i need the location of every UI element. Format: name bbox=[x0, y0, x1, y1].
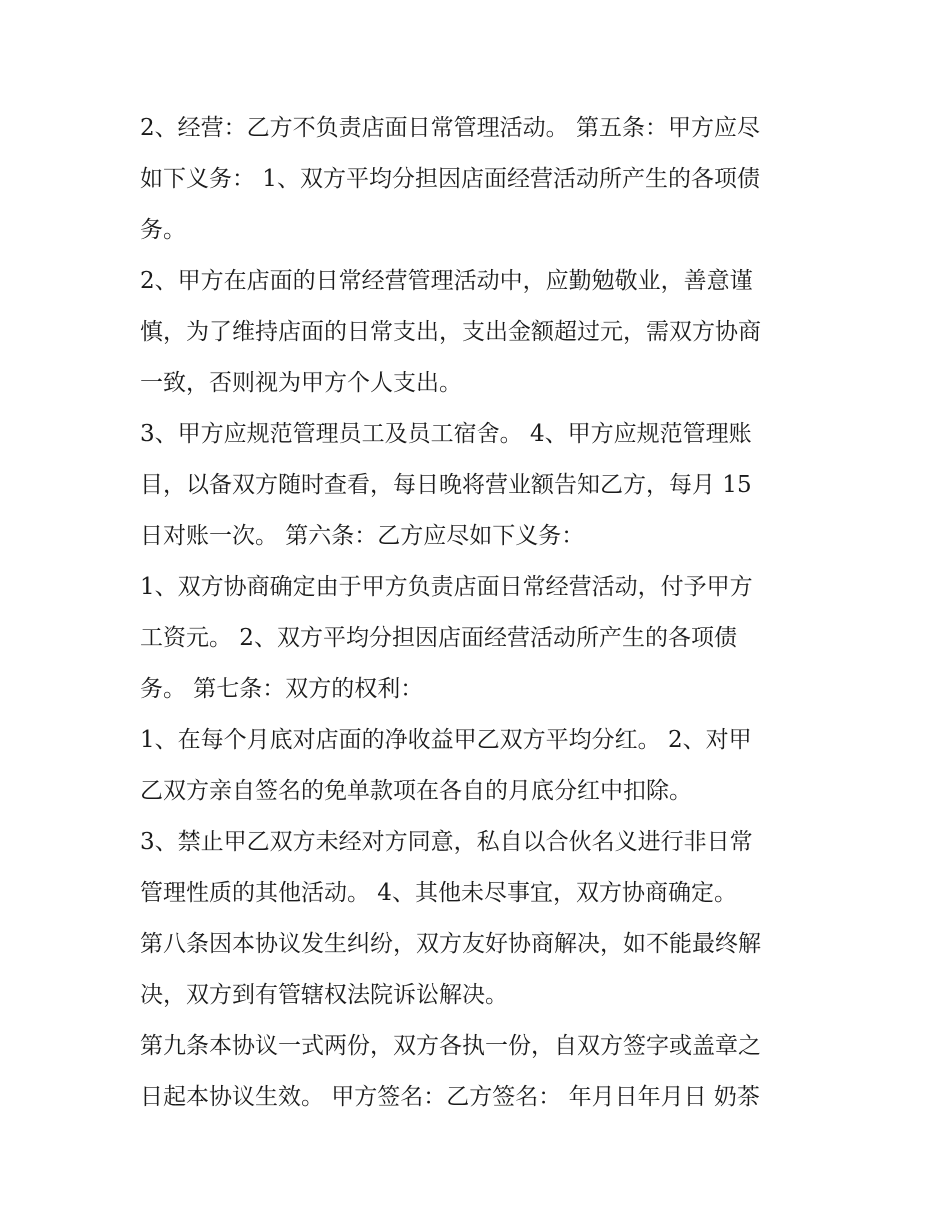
text-line: 管理性质的其他活动。 4、其他未尽事宜，双方协商确定。 bbox=[140, 880, 737, 906]
text-line: 务。 bbox=[140, 217, 186, 243]
text-line: 1、双方协商确定由于甲方负责店面日常经营活动，付予甲方 bbox=[140, 574, 753, 600]
text-line: 3、禁止甲乙双方未经对方同意，私自以合伙名义进行非日常 bbox=[140, 829, 753, 855]
text-line: 第八条因本协议发生纠纷，双方友好协商解决，如不能最终解 bbox=[140, 931, 761, 957]
text-line: 务。 第七条：双方的权利： bbox=[140, 676, 424, 702]
text-line: 目，以备双方随时查看，每日晚将营业额告知乙方，每月 15 bbox=[140, 472, 752, 498]
text-line: 如下义务： 1、双方平均分担因店面经营活动所产生的各项债 bbox=[140, 166, 760, 192]
text-line: 慎，为了维持店面的日常支出，支出金额超过元，需双方协商 bbox=[140, 319, 761, 345]
text-line: 1、在每个月底对店面的净收益甲乙双方平均分红。 2、对甲 bbox=[140, 727, 752, 753]
text-line: 日起本协议生效。 甲方签名：乙方签名： 年月日年月日 奶茶 bbox=[140, 1084, 760, 1110]
text-line: 2、经营：乙方不负责店面日常管理活动。 第五条：甲方应尽 bbox=[140, 115, 760, 141]
document-body bbox=[140, 103, 830, 1123]
text-line: 2、甲方在店面的日常经营管理活动中，应勤勉敬业，善意谨 bbox=[140, 268, 753, 294]
text-line: 日对账一次。 第六条：乙方应尽如下义务： bbox=[140, 523, 585, 549]
text-line: 乙双方亲自签名的免单款项在各自的月底分红中扣除。 bbox=[140, 778, 692, 804]
text-line: 一致，否则视为甲方个人支出。 bbox=[140, 370, 462, 396]
text-line: 第九条本协议一式两份，双方各执一份，自双方签字或盖章之 bbox=[140, 1033, 761, 1059]
text-line: 决，双方到有管辖权法院诉讼解决。 bbox=[140, 982, 508, 1008]
text-line: 3、甲方应规范管理员工及员工宿舍。 4、甲方应规范管理账 bbox=[140, 421, 752, 447]
text-line: 工资元。 2、双方平均分担因店面经营活动所产生的各项债 bbox=[140, 625, 737, 651]
